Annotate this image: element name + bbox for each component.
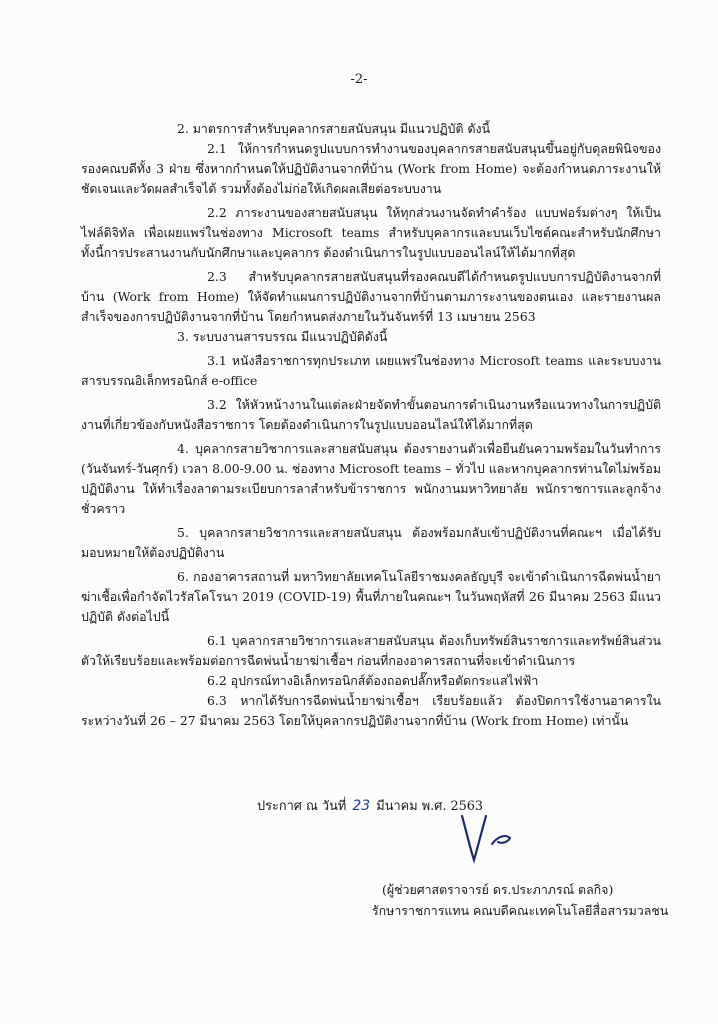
announcement-suffix: มีนาคม พ.ศ. 2563 xyxy=(376,799,484,814)
paragraph-2-2: 2.2 ภาระงานของสายสนับสนุน ให้ทุกส่วนงานจัดทำคำร้อง แบบฟอร์มต่างๆ ให้เป็นไฟล์ดิจิทัล เพื่อเผยแพร่ในช่องทาง Microsoft teams สำหรับบุคลากรและบนเว็บไซต์คณะสำหรับนักศึกษา ทั้งนี้การประสานงานกับนักศึกษาและบุคลากร ต้องดำเนินการในรูปแบบออนไลน์ให้ได้มากที่สุด xyxy=(81,205,661,260)
paragraph-2-1: 2.1 ให้การกำหนดรูปแบบการทำงานของบุคลากรสายสนับสนุนขึ้นอยู่กับดุลยพินิจของรองคณบดีทั้ง 3 ฝ่าย ซึ่งหากกำหนดให้ปฏิบัติงานจากที่บ้าน (Work from Home) จะต้องกำหนดภาระงานให้ชัดเจนและวัดผลสำเร็จได้ รวมทั้งต้องไม่ก่อให้เกิดผลเสียต่อระบบงาน xyxy=(81,141,661,196)
paragraph-6-1: 6.1 บุคลากรสายวิชาการและสายสนับสนุน ต้องเก็บทรัพย์สินราชการและทรัพย์สินส่วนตัวให้เรียบร้อยและพร้อมต่อการฉีดพ่นน้ำยาฆ่าเชื้อฯ ก่อนที่กองอาคารสถานที่จะเข้าดำเนินการ xyxy=(81,633,661,668)
announcement-prefix: ประกาศ ณ วันที่ xyxy=(257,799,347,814)
signer-block xyxy=(372,879,692,921)
paragraph-6-3: 6.3 หากได้รับการฉีดพ่นน้ำยาฆ่าเชื้อฯ เรียบร้อยแล้ว ต้องปิดการใช้งานอาคารในระหว่างวันที่ 26 – 27 มีนาคม 2563 โดยให้บุคลากรปฏิบัติงานจากที่บ้าน (Work from Home) เท่านั้น xyxy=(81,693,661,728)
paragraph-measures-support-staff: 2. มาตรการสำหรับบุคลากรสายสนับสนุน มีแนวปฏิบัติ ดังนี้ xyxy=(177,121,491,136)
paragraph-3-2: 3.2 ให้หัวหน้างานในแต่ละฝ่ายจัดทำขั้นตอนการดำเนินงานหรือแนวทางในการปฏิบัติงานที่เกี่ยวข้องกับหนังสือราชการ โดยต้องดำเนินการในรูปแบบออนไลน์ให้ได้มากที่สุด xyxy=(81,397,661,432)
signature-mark xyxy=(448,800,528,866)
paragraph-6-disinfection: 6. กองอาคารสถานที่ มหาวิทยาลัยเทคโนโลยีราชมงคลธัญบุรี จะเข้าดำเนินการฉีดพ่นน้ำยาฆ่าเชื้อเพื่อกำจัดไวรัสโคโรนา 2019 (COVID-19) พื้นที่ภายในคณะฯ ในวันพฤหัสที่ 26 มีนาคม 2563 มีแนวปฏิบัติ ดังต่อไปนี้ xyxy=(81,569,661,624)
paragraph-3-correspondence: 3. ระบบงานสารบรรณ มีแนวปฏิบัติดังนี้ xyxy=(177,329,388,344)
paragraph-5-return: 5. บุคลากรสายวิชาการและสายสนับสนุน ต้องพร้อมกลับเข้าปฏิบัติงานที่คณะฯ เมื่อได้รับมอบหมายให้ต้องปฏิบัติงาน xyxy=(81,525,661,560)
paragraph-3-1: 3.1 หนังสือราชการทุกประเภท เผยแพร่ในช่องทาง Microsoft teams และระบบงานสารบรรณอิเล็กทรอนิกส์ e-office xyxy=(81,353,661,388)
handwritten-day: 23 xyxy=(352,798,371,814)
paragraph-2-3: 2.3 สำหรับบุคลากรสายสนับสนุนที่รองคณบดีได้กำหนดรูปแบบการปฏิบัติงานจากที่บ้าน (Work from Home) ให้จัดทำแผนการปฏิบัติงานจากที่บ้านตามภาระงานของตนเอง และรายงานผลสำเร็จของการปฏิบัติงานจากที่บ้าน โดยกำหนดส่งภายในวันจันทร์ที่ 13 เมษายน 2563 xyxy=(81,269,661,324)
signer-name: (ผู้ช่วยศาสตราจารย์ ดร.ประภาภรณ์ ตลกิจ) xyxy=(382,882,614,897)
paragraph-6-2: 6.2 อุปกรณ์ทางอิเล็กทรอนิกส์ต้องถอดปลั๊กหรือตัดกระแสไฟฟ้า xyxy=(207,673,539,688)
paragraph-4-report: 4. บุคลากรสายวิชาการและสายสนับสนุน ต้องรายงานตัวเพื่อยืนยันความพร้อมในวันทำการ (วันจันทร์-วันศุกร์) เวลา 8.00-9.00 น. ช่องทาง Microsoft teams – ทั่วไป และหากบุคลากรท่านใดไม่พร้อมปฏิบัติงาน ให้ทำเรื่องลาตามระเบียบการลาสำหรับข้าราชการ พนักงานมหาวิทยาลัย พนักราชการและลูกจ้างชั่วคราว xyxy=(81,441,661,516)
document-body xyxy=(81,119,661,731)
signer-title: รักษาราชการแทน คณบดีคณะเทคโนโลยีสื่อสารมวลชน xyxy=(372,903,669,918)
page-number: -2- xyxy=(350,72,368,87)
